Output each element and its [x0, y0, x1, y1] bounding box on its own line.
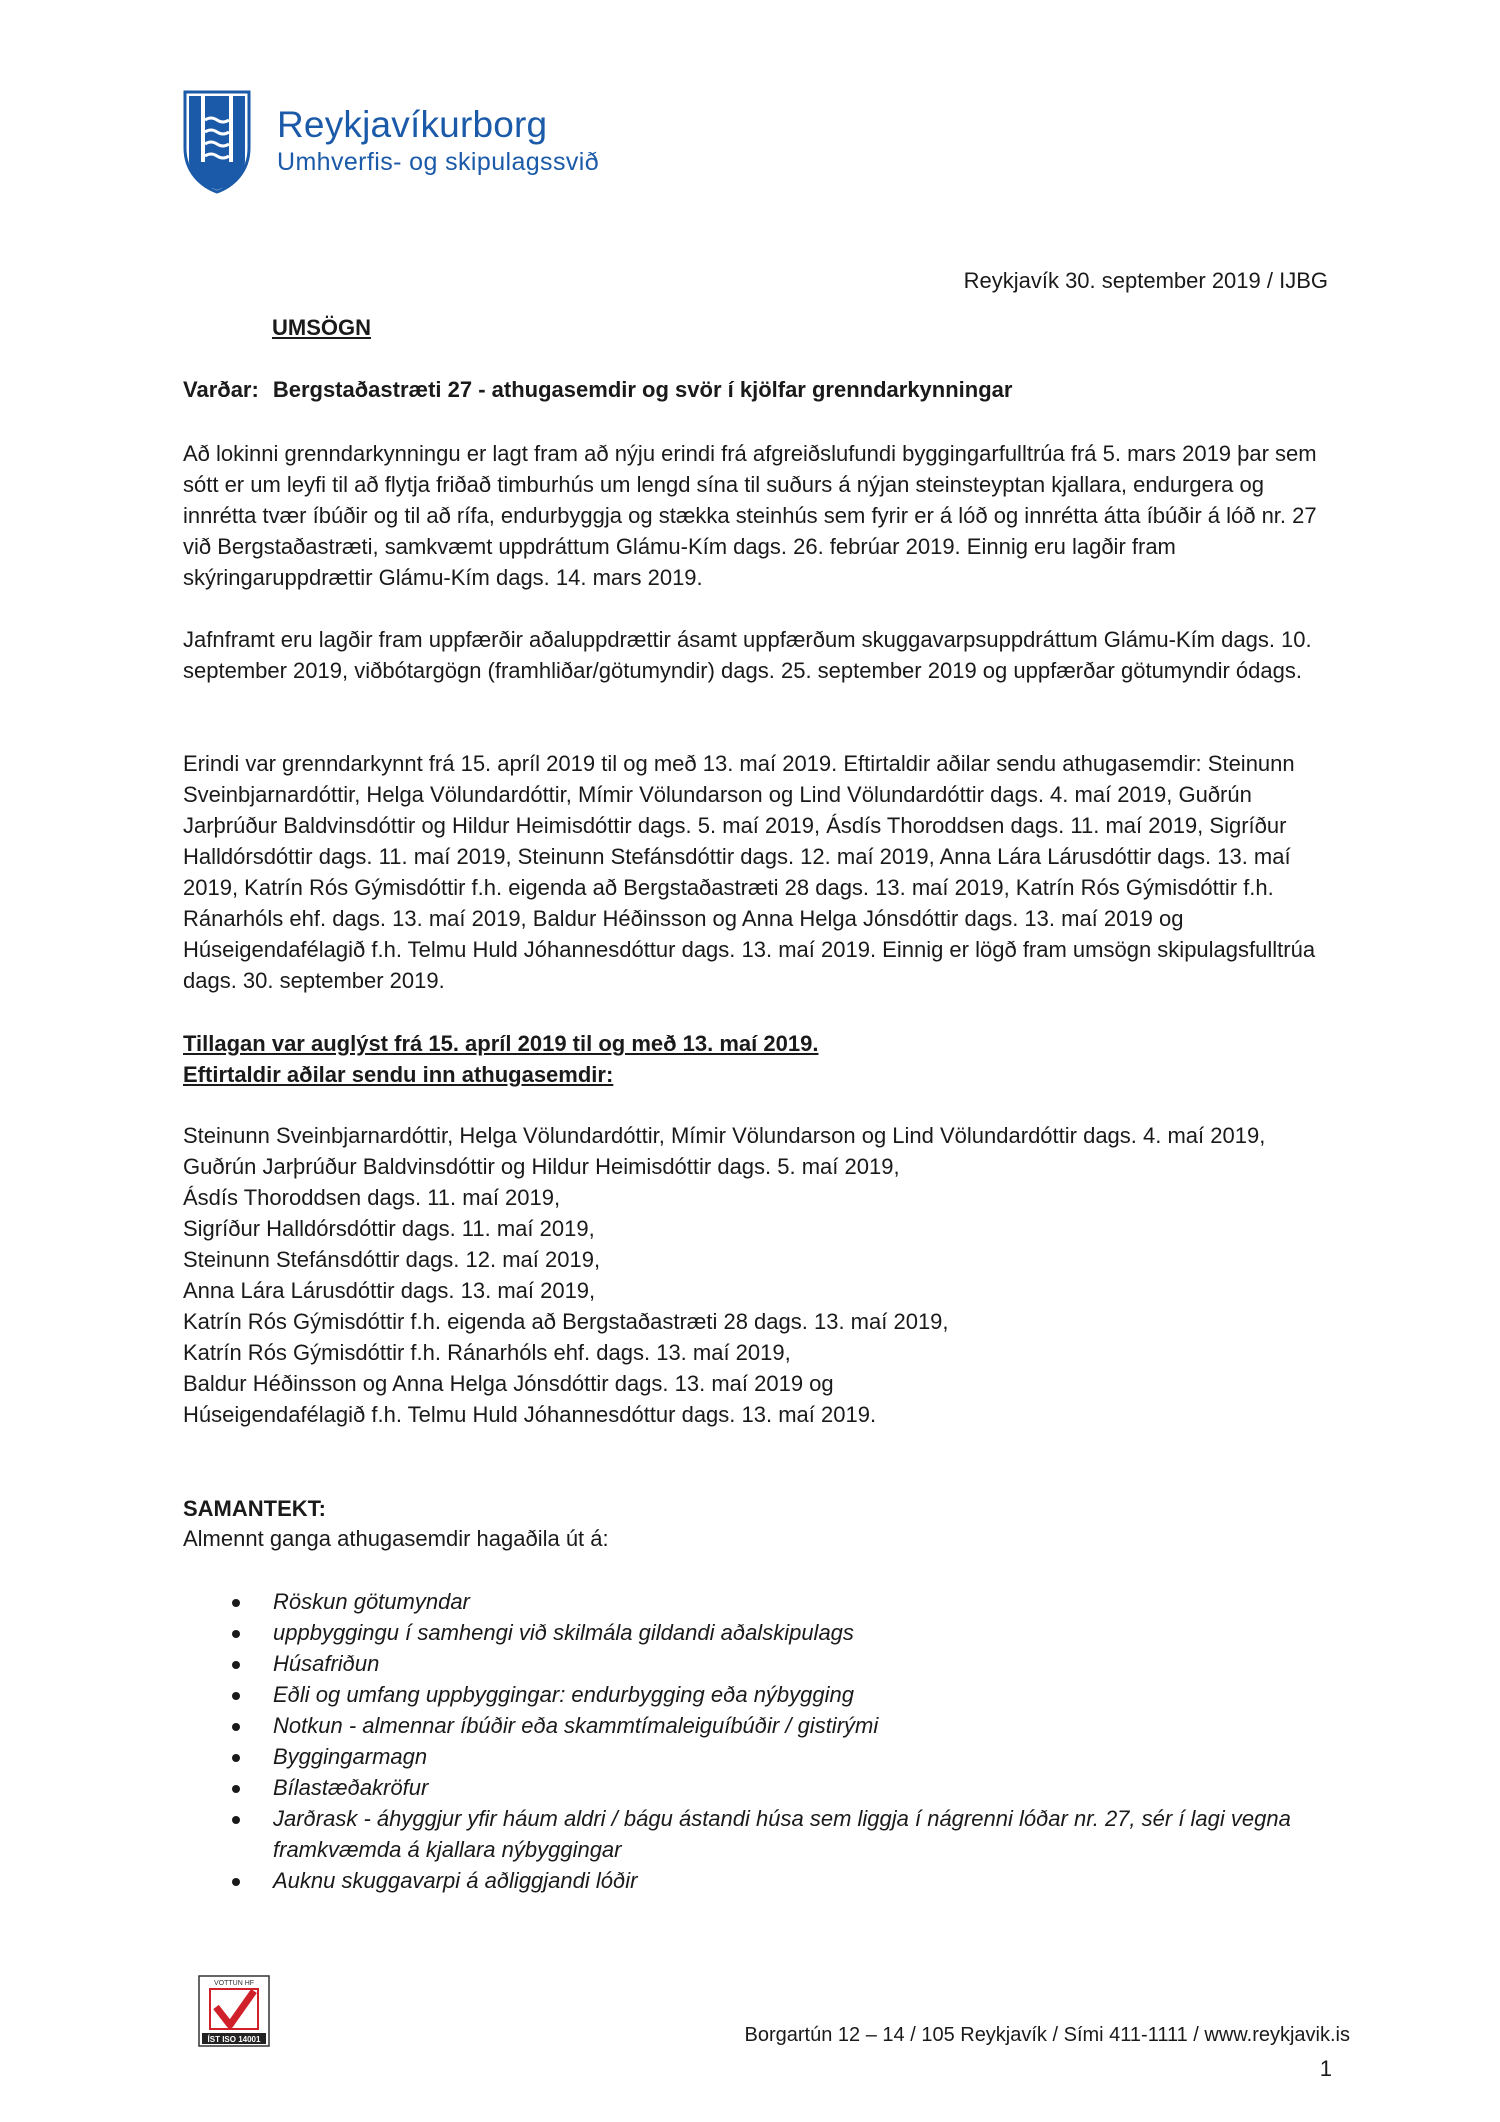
list-item: Húsafriðun [230, 1648, 1330, 1679]
list-item: Röskun götumyndar [230, 1586, 1330, 1617]
announcement [183, 1028, 1333, 1090]
bullet-icon [232, 1692, 240, 1700]
bullet-icon [232, 1723, 240, 1731]
subject-label: Varðar: [183, 377, 259, 402]
list-item: Húseigendafélagið f.h. Telmu Huld Jóhannesdóttur dags. 13. maí 2019. [183, 1402, 877, 1427]
cert-top-text: VOTTUN HF [213, 1980, 255, 1987]
list-item: Auknu skuggavarpi á aðliggjandi lóðir [230, 1865, 1330, 1896]
footer-address: Borgartún 12 – 14 / 105 Reykjavík / Sími 411-1111 / www.reykjavik.is [744, 2024, 1350, 2046]
summary-bullet-list [230, 1586, 1330, 1896]
list-item: Bílastæðakröfur [230, 1772, 1330, 1803]
list-item: Anna Lára Lárusdóttir dags. 13. maí 2019, [183, 1278, 596, 1303]
header-logo [183, 90, 599, 194]
certification-check-icon [198, 1975, 270, 2047]
dateline: Reykjavík 30. september 2019 / IJBG [963, 268, 1328, 293]
list-item: Baldur Héðinsson og Anna Helga Jónsdóttir dags. 13. maí 2019 og [183, 1371, 834, 1396]
list-item: Katrín Rós Gýmisdóttir f.h. eigenda að Bergstaðastræti 28 dags. 13. maí 2019, [183, 1309, 949, 1334]
list-item: Guðrún Jarþrúður Baldvinsdóttir og Hildur Heimisdóttir dags. 5. maí 2019, [183, 1154, 900, 1179]
department-name: Umhverfis- og skipulagssvið [277, 148, 600, 176]
city-crest-icon [183, 90, 251, 194]
organization-name: Reykjavíkurborg [277, 104, 548, 145]
bullet-icon [232, 1816, 240, 1824]
list-item: uppbyggingu í samhengi við skilmála gildandi aðalskipulags [230, 1617, 1330, 1648]
subject-text: Bergstaðastræti 27 - athugasemdir og svör í kjölfar grenndarkynningar [272, 377, 1013, 402]
list-item: Notkun - almennar íbúðir eða skammtímaleiguíbúðir / gistirými [230, 1710, 1330, 1741]
bullet-icon [232, 1878, 240, 1886]
bullet-icon [232, 1785, 240, 1793]
summary-heading: SAMANTEKT: [183, 1496, 326, 1521]
paragraph-1: Að lokinni grenndarkynningu er lagt fram að nýju erindi frá afgreiðslufundi byggingarfulltrúa frá 5. mars 2019 þar sem sótt er um leyfi til að flytja friðað timburhús um lengd sína til suðurs á nýjan steinsteyptan kjallara, endurgera og innrétta tvær íbúðir og til að rífa, endurbyggja og stækka steinhús sem fyrir er á lóð og innrétta átta íbúðir á lóð nr. 27 við Bergstaðastræti, samkvæmt uppdráttum Glámu-Kím dags. 26. febrúar 2019. Einnig eru lagðir fram skýringaruppdrættir Glámu-Kím dags. 14. mars 2019. [183, 441, 1317, 590]
paragraph-3: Erindi var grenndarkynnt frá 15. apríl 2019 til og með 13. maí 2019. Eftirtaldir aðilar sendu athugasemdir: Steinunn Sveinbjarnardóttir, Helga Völundardóttir, Mímir Völundarson og Lind Völundardóttir dags. 4. maí 2019, Guðrún Jarþrúður Baldvinsdóttir og Hildur Heimisdóttir dags. 5. maí 2019, Ásdís Thoroddsen dags. 11. maí 2019, Sigríður Halldórsdóttir dags. 11. maí 2019, Steinunn Stefánsdóttir dags. 12. maí 2019, Anna Lára Lárusdóttir dags. 13. maí 2019, Katrín Rós Gýmisdóttir f.h. eigenda að Bergstaðastræti 28 dags. 13. maí 2019, Katrín Rós Gýmisdóttir f.h. Ránarhóls ehf. dags. 13. maí 2019, Baldur Héðinsson og Anna Helga Jónsdóttir dags. 13. maí 2019 og Húseigendafélagið f.h. Telmu Huld Jóhannesdóttur dags. 13. maí 2019. Einnig er lögð fram umsögn skipulagsfulltrúa dags. 30. september 2019. [183, 751, 1316, 993]
cert-bottom-text: ÍST ISO 14001 [207, 2035, 261, 2044]
summary-intro: Almennt ganga athugasemdir hagaðila út á: [183, 1526, 609, 1551]
announcement-line-1: Tillagan var auglýst frá 15. apríl 2019 til og með 13. maí 2019. [183, 1031, 819, 1056]
list-item: Eðli og umfang uppbyggingar: endurbygging eða nýbygging [230, 1679, 1330, 1710]
bullet-icon [232, 1661, 240, 1669]
iso-certification-logo [198, 1975, 270, 2052]
list-item: Katrín Rós Gýmisdóttir f.h. Ránarhóls ehf. dags. 13. maí 2019, [183, 1340, 791, 1365]
list-item: Byggingarmagn [230, 1741, 1330, 1772]
list-item: Steinunn Sveinbjarnardóttir, Helga Völundardóttir, Mímir Völundarson og Lind Völundardóttir dags. 4. maí 2019, [183, 1123, 1266, 1148]
paragraph-2: Jafnframt eru lagðir fram uppfærðir aðaluppdrættir ásamt uppfærðum skuggavarpsuppdráttum Glámu-Kím dags. 10. september 2019, viðbótargögn (framhliðar/götumyndir) dags. 25. september 2019 og uppfærðar götumyndir ódags. [183, 627, 1312, 683]
list-item: Ásdís Thoroddsen dags. 11. maí 2019, [183, 1185, 561, 1210]
list-item: Steinunn Stefánsdóttir dags. 12. maí 2019, [183, 1247, 601, 1272]
bullet-icon [232, 1630, 240, 1638]
subject-line [183, 377, 1012, 403]
document-type: UMSÖGN [272, 315, 371, 340]
list-item: Jarðrask - áhyggjur yfir háum aldri / bágu ástandi húsa sem liggja í nágrenni lóðar nr. 27, sér í lagi vegna framkvæmda á kjallara nýbyggingar [230, 1803, 1330, 1865]
bullet-icon [232, 1754, 240, 1762]
bullet-icon [232, 1599, 240, 1607]
page-number: 1 [1319, 2056, 1332, 2081]
list-item: Sigríður Halldórsdóttir dags. 11. maí 2019, [183, 1216, 595, 1241]
announcement-line-2: Eftirtaldir aðilar sendu inn athugasemdir: [183, 1062, 614, 1087]
commenters-list [183, 1120, 1333, 1430]
